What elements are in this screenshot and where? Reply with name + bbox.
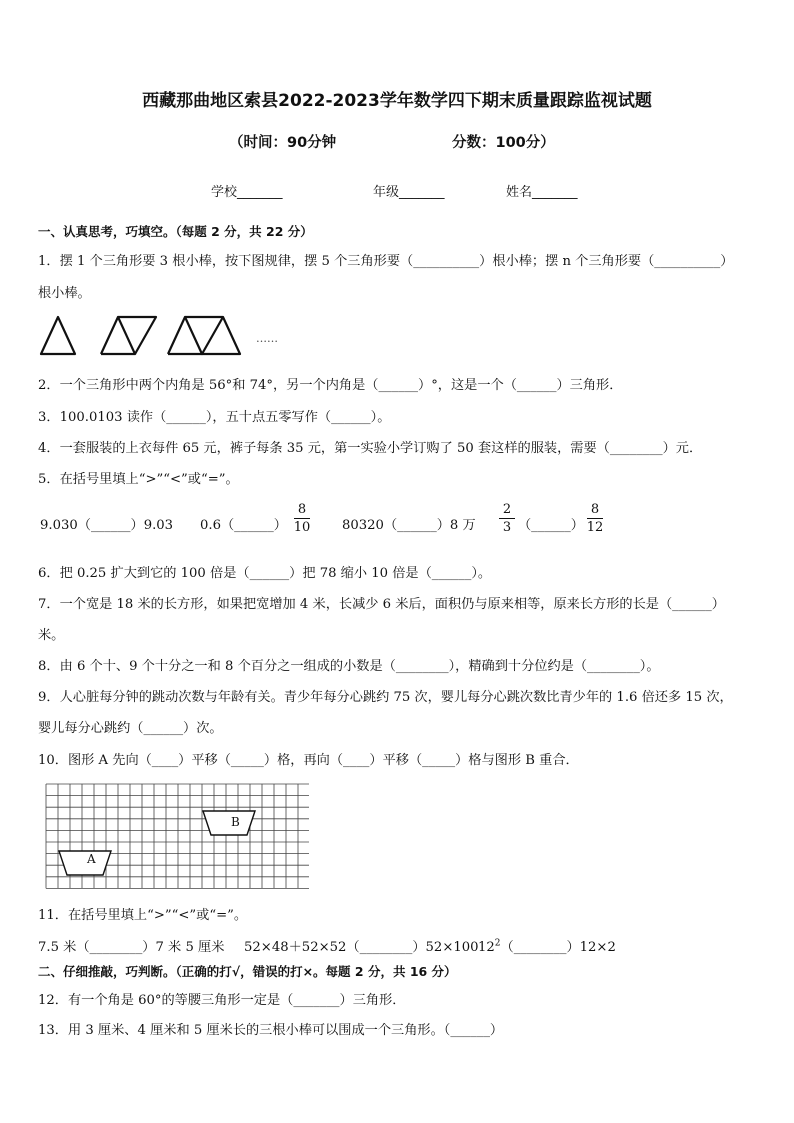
q11-item-c [478, 936, 616, 955]
pattern-2-triangles [101, 317, 156, 354]
q11-exponent: 2 [494, 938, 501, 949]
question-5: 5．在括号里填上“>”“<”或“=”。 [38, 472, 239, 487]
question-10: 10．图形 A 先向（____）平移（_____）格，再向（____）平移（_____）格与图形 B 重合． [38, 753, 579, 768]
page-title: 西藏那曲地区索县2022-2023学年数学四下期末质量跟踪监视试题 [142, 91, 652, 111]
q11-item-b: 52×48＋52×52（________）52×100 [244, 940, 479, 955]
exam-time: （时间：90分钟 [229, 135, 337, 151]
question-13: 13．用 3 厘米、4 厘米和 5 厘米长的三根小棒可以围成一个三角形。（______） [38, 1023, 504, 1038]
q5-item-d: （______） [518, 518, 584, 533]
section-heading-1: 一、认真思考，巧填空。（每题 2 分，共 22 分） [38, 224, 313, 239]
question-9-line-1: 9．人心脏每分钟的跳动次数与年龄有关。青少年每分心跳约 75 次，婴儿每分心跳次数比青少年的 1.6 倍还多 15 次， [38, 690, 733, 705]
q11-item-a: 7.5 米（________）7 米 5 厘米 [38, 940, 225, 955]
shape-b-trapezoid [203, 811, 255, 835]
exam-score: 分数：100分） [452, 135, 555, 151]
question-9-line-2: 婴儿每分心跳约（______）次。 [38, 721, 223, 736]
question-12: 12．有一个角是 60°的等腰三角形一定是（_______）三角形． [38, 993, 406, 1008]
q11-base: 12 [478, 940, 495, 955]
question-8: 8．由 6 个十、9 个十分之一和 8 个百分之一组成的小数是（________），精确到十分位约是（________）。 [38, 659, 660, 674]
section-heading-2: 二、仔细推敲，巧判断。（正确的打√，错误的打×。每题 2 分，共 16 分） [38, 964, 457, 979]
ellipsis: …… [256, 332, 278, 345]
question-7-line-1: 7．一个宽是 18 米的长方形，如果把宽增加 4 米，长减少 6 米后，面积仍与原来相等，原来长方形的长是（______） [38, 597, 725, 612]
translation-grid-figure [45, 783, 309, 889]
question-2: 2．一个三角形中两个内角是 56°和 74°，另一个内角是（______）°，这是一个（______）三角形． [38, 378, 623, 393]
pattern-1-triangle [41, 317, 75, 354]
question-4: 4．一套服装的上衣每件 65 元，裤子每条 35 元，第一实验小学订购了 50 套这样的服装，需要（________）元． [38, 441, 703, 456]
question-1-line-1: 1．摆 1 个三角形要 3 根小棒，按下图规律，摆 5 个三角形要（__________）根小棒；摆 n 个三角形要（__________） [38, 254, 734, 269]
question-1-line-2: 根小棒。 [38, 286, 91, 301]
question-7-line-2: 米。 [38, 628, 65, 643]
q5-item-b: 0.6（______） [200, 518, 287, 533]
question-3: 3．100.0103 读作（______），五十点五零写作（______）。 [38, 410, 391, 425]
q5-item-a: 9.030（______）9.03 [40, 518, 174, 533]
q5-fraction-2-3: 2 3 [497, 502, 517, 535]
shape-b-label: B [231, 815, 240, 829]
school-field: 学校_______ [211, 185, 283, 200]
question-11: 11．在括号里填上“>”“<”或“=”。 [38, 908, 248, 923]
grade-field: 年级_______ [373, 185, 445, 200]
name-field: 姓名_______ [506, 185, 578, 200]
shape-a-trapezoid [59, 851, 111, 875]
question-6: 6．把 0.25 扩大到它的 100 倍是（______）把 78 缩小 10 倍是（______）。 [38, 566, 492, 581]
q5-item-c: 80320（______）8 万 [342, 518, 476, 533]
triangle-pattern-figure [38, 312, 288, 360]
q5-fraction-8-12: 8 12 [586, 502, 604, 535]
q11-rest: （________）12×2 [500, 940, 616, 955]
shape-a-label: A [87, 852, 96, 866]
q5-fraction-8-10: 8 10 [293, 502, 311, 535]
pattern-3-triangles [168, 317, 240, 354]
